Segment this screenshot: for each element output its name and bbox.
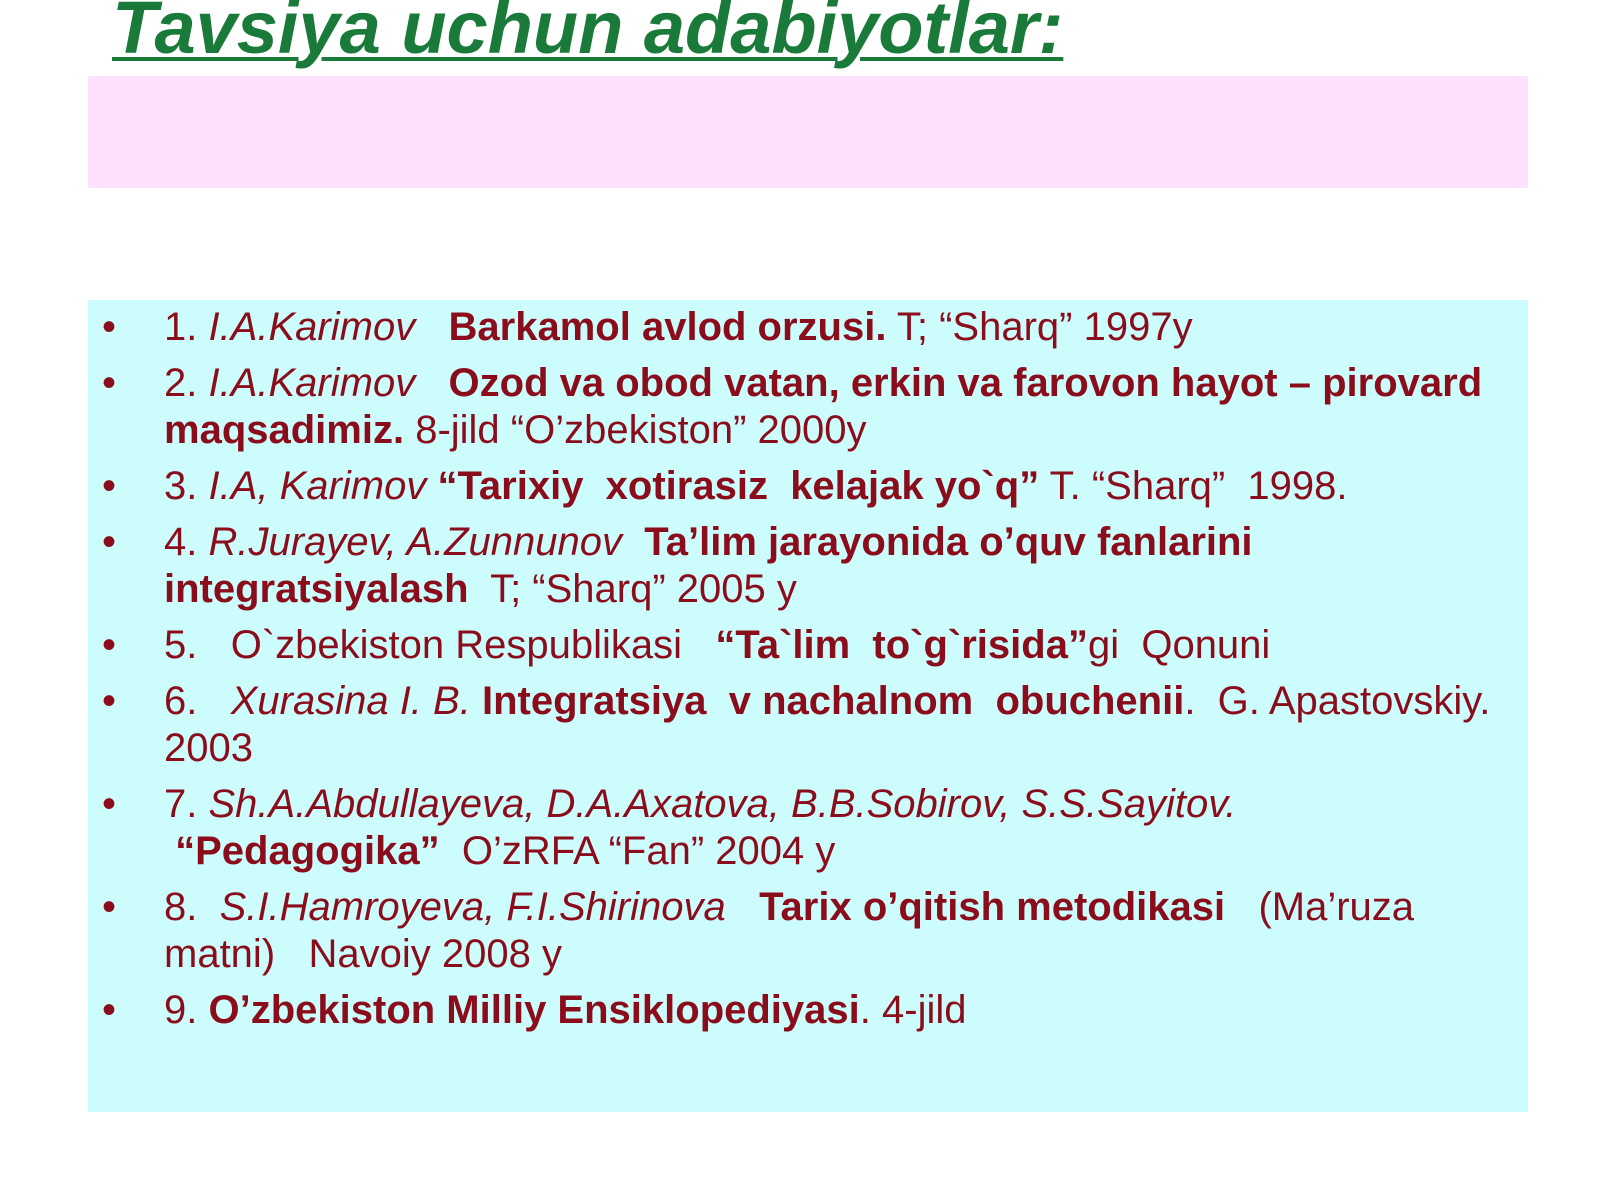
spacer <box>415 361 448 405</box>
reference-publisher: T. “Sharq” 1998. <box>1039 464 1348 508</box>
spacer <box>415 305 448 349</box>
reference-item <box>88 987 1528 1034</box>
reference-item <box>88 781 1528 875</box>
bullet-icon: • <box>102 464 117 508</box>
reference-author: R.Jurayev, A.Zunnunov <box>208 520 623 564</box>
reference-author: S.I.Hamroyeva, F.I.Shirinova <box>219 885 726 929</box>
reference-author: Sh.A.Abdullayeva, D.A.Axatova, B.B.Sobirov, S.S.Sayitov. <box>208 782 1237 826</box>
reference-item <box>88 622 1528 669</box>
spacer <box>426 464 437 508</box>
reference-title: Tarix o’qitish metodikasi <box>759 885 1226 929</box>
reference-number: 5. <box>164 623 231 667</box>
reference-item <box>88 884 1528 978</box>
reference-item <box>88 519 1528 613</box>
reference-title: Integratsiya v nachalnom obuchenii <box>481 679 1185 723</box>
reference-number: 6. <box>164 679 231 723</box>
reference-item <box>88 463 1528 510</box>
reference-author: Xurasina I. B. <box>230 679 471 723</box>
spacer <box>622 520 644 564</box>
bullet-icon: • <box>102 623 117 667</box>
reference-title: “Ta`lim to`g`risida” <box>715 623 1088 667</box>
bullet-icon: • <box>102 782 117 826</box>
reference-title: “Pedagogika” <box>175 829 440 873</box>
bullet-icon: • <box>102 305 117 349</box>
reference-title: Barkamol avlod orzusi. <box>448 305 887 349</box>
reference-item <box>88 678 1528 772</box>
reference-title: O’zbekiston Milliy Ensiklopediyasi <box>208 988 860 1032</box>
reference-publisher: . G. Apastovskiy. 2003 <box>164 679 1513 770</box>
reference-publisher: gi Qonuni <box>1087 623 1271 667</box>
bullet-icon: • <box>102 679 117 723</box>
reference-publisher: O’zRFA “Fan” 2004 y <box>439 829 836 873</box>
reference-number: 7. <box>164 782 209 826</box>
reference-publisher: . 4-jild <box>859 988 967 1032</box>
reference-number: 4. <box>164 520 209 564</box>
reference-publisher: (Ma’ruza matni) Navoiy 2008 y <box>164 885 1426 976</box>
bullet-icon: • <box>102 361 117 405</box>
reference-prefix: O`zbekiston Respublikasi <box>230 623 716 667</box>
bullet-icon: • <box>102 520 117 564</box>
references-panel <box>88 300 1528 1112</box>
reference-title: “Tarixiy xotirasiz kelajak yo`q” <box>437 464 1040 508</box>
header-band <box>88 76 1528 188</box>
references-list <box>88 304 1528 1043</box>
reference-publisher: 8-jild “O’zbekiston” 2000y <box>404 408 867 452</box>
reference-publisher: T; “Sharq” 1997y <box>886 305 1193 349</box>
reference-title: Ozod va obod vatan, erkin va farovon hayot – pirovard maqsadimiz. <box>164 361 1483 452</box>
reference-title: Ta’lim jarayonida o’quv fanlarini integratsiyalash <box>164 520 1253 611</box>
reference-number: 9. <box>164 988 209 1032</box>
bullet-icon: • <box>102 885 117 929</box>
reference-number: 8. <box>164 885 220 929</box>
reference-author: I.A.Karimov <box>208 361 416 405</box>
reference-item <box>88 304 1528 351</box>
spacer <box>471 679 482 723</box>
reference-publisher: T; “Sharq” 2005 y <box>468 567 797 611</box>
spacer <box>726 885 759 929</box>
page-title: Tavsiya uchun adabiyotlar: <box>112 0 1064 69</box>
reference-author: I.A.Karimov <box>208 305 416 349</box>
reference-item <box>88 360 1528 454</box>
reference-number: 2. <box>164 361 209 405</box>
spacer <box>164 829 175 873</box>
reference-number: 1. <box>164 305 209 349</box>
bullet-icon: • <box>102 988 117 1032</box>
reference-author: I.A, Karimov <box>208 464 427 508</box>
reference-number: 3. <box>164 464 209 508</box>
